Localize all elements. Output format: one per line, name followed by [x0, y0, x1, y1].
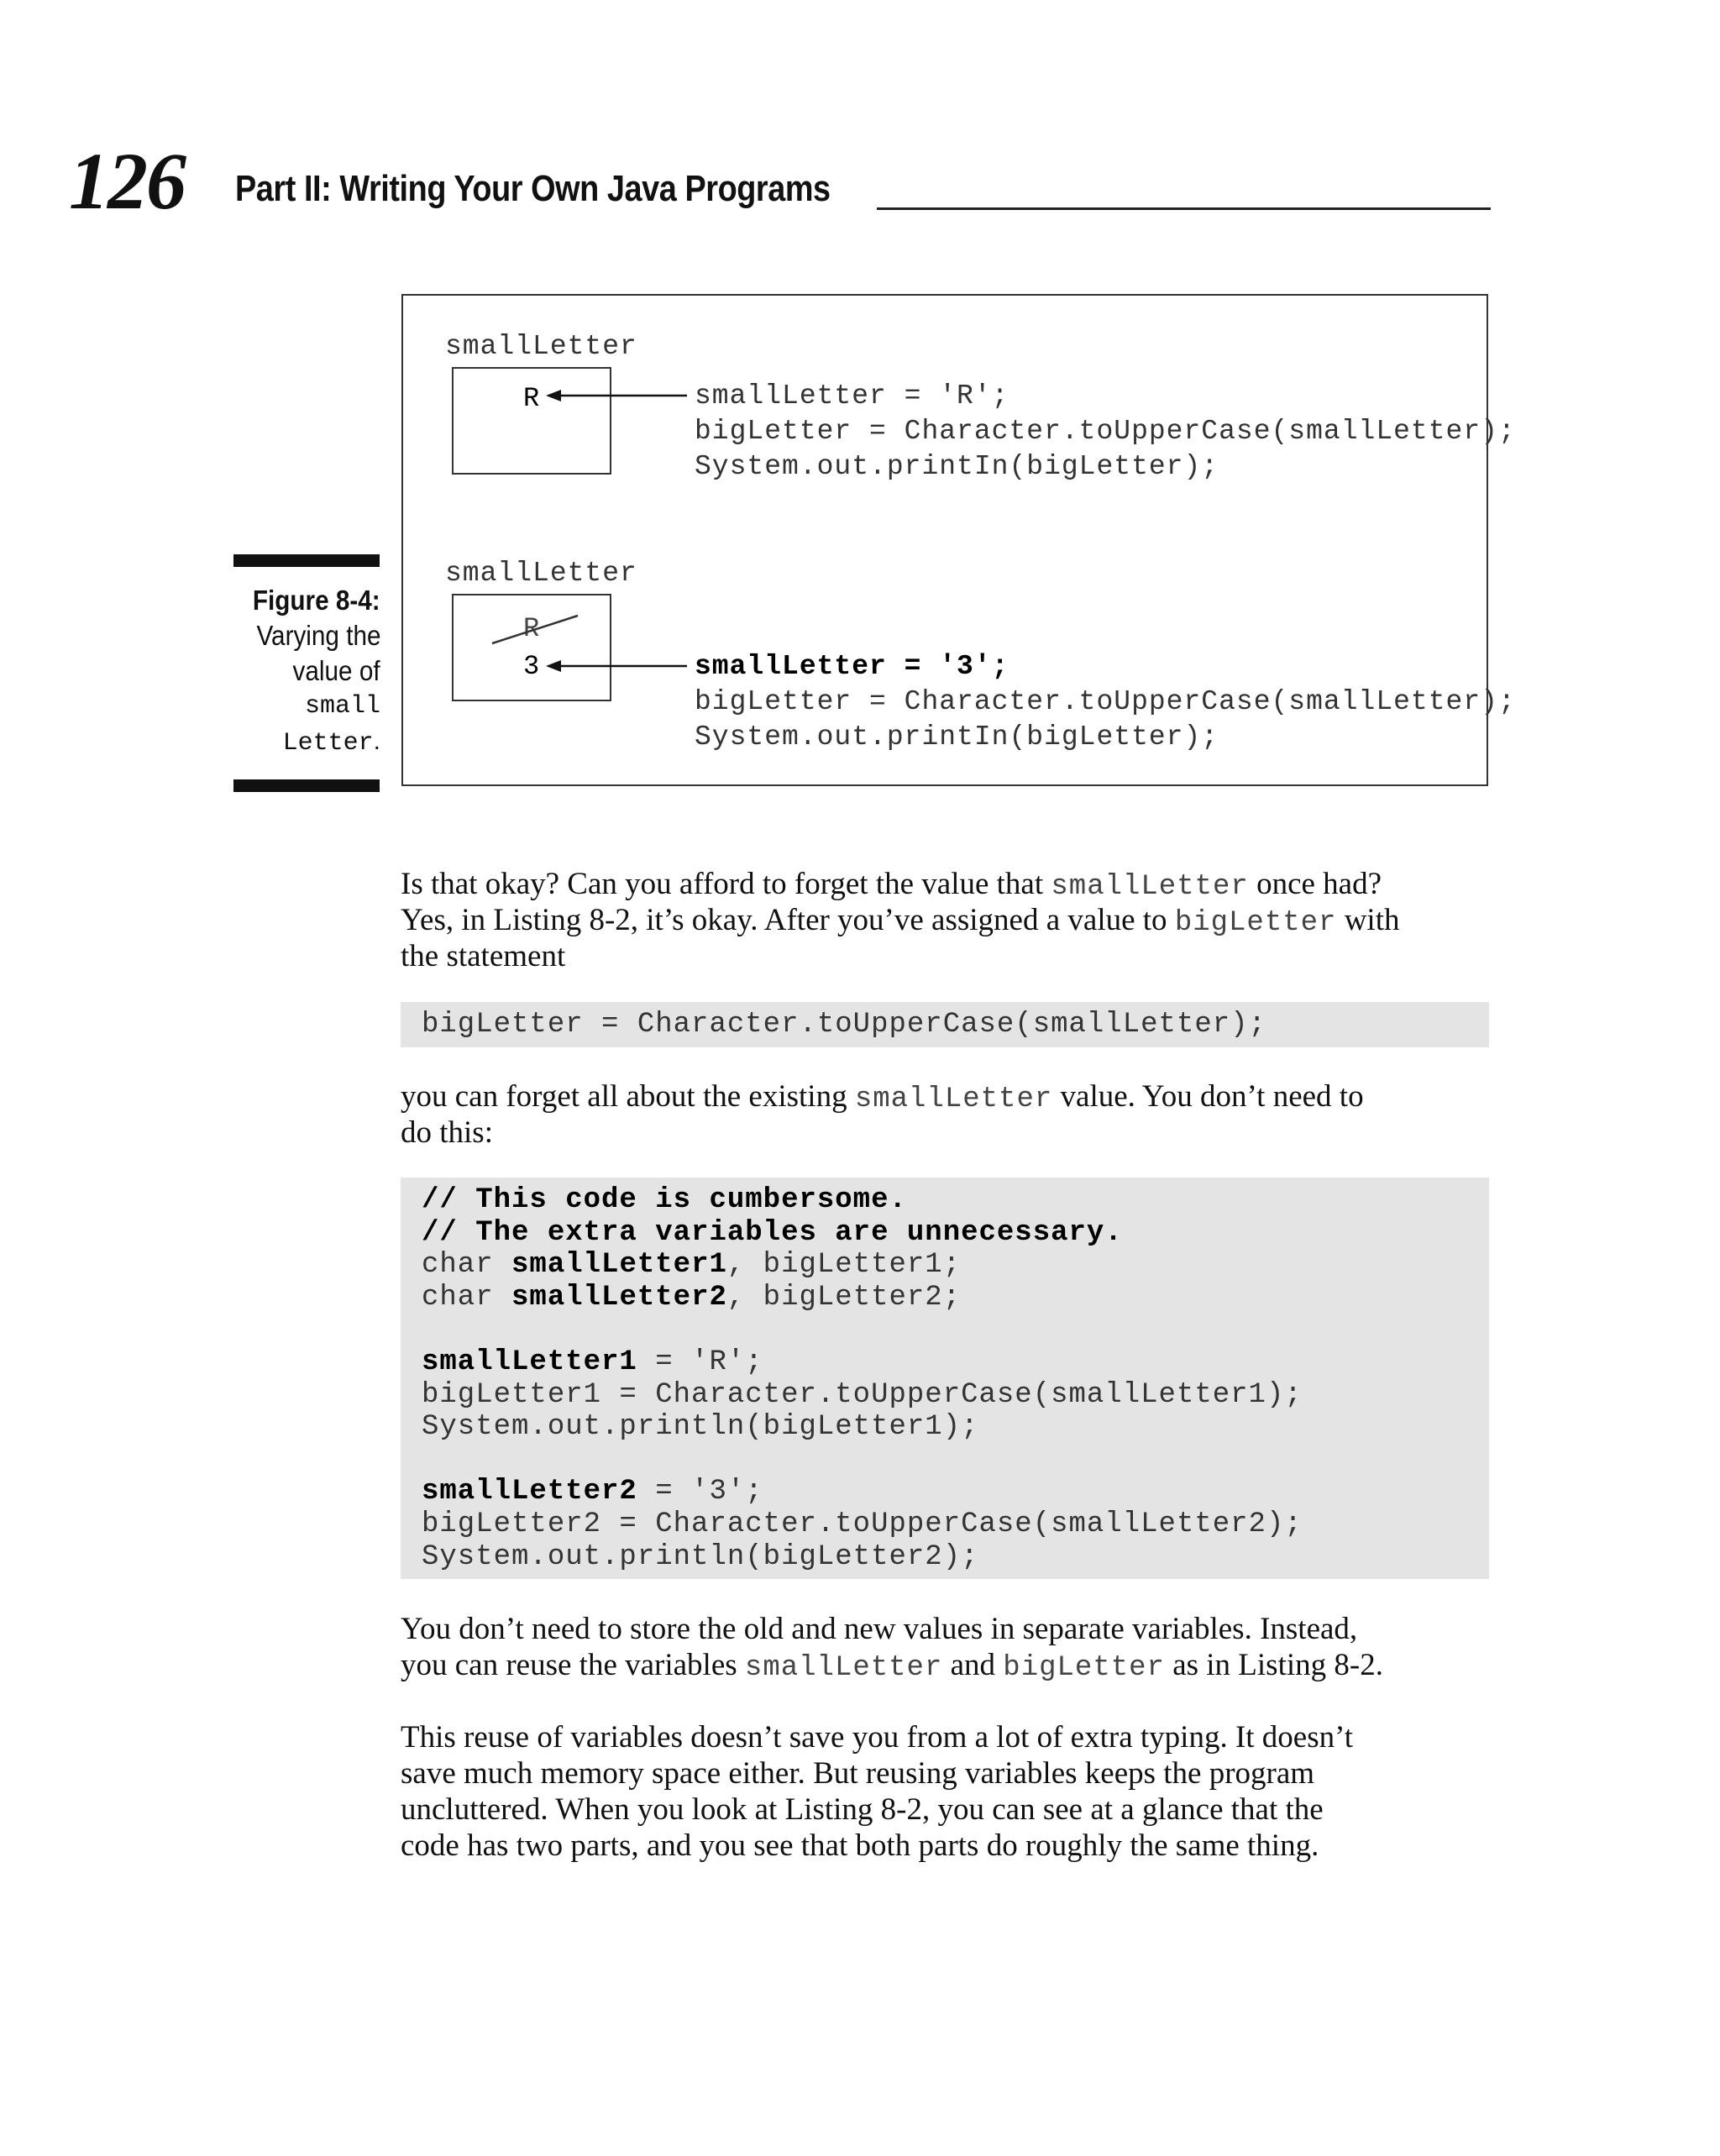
- panel2-box-value: 3: [523, 651, 540, 682]
- panel2-var-name: smallLetter: [445, 558, 637, 589]
- code-keyword: char: [422, 1281, 512, 1314]
- paragraph-4-line: uncluttered. When you look at Listing 8-2, you can see at a glance that the: [401, 1792, 1324, 1827]
- code-line: bigLetter2 = Character.toUpperCase(smallLetter2);: [422, 1508, 1303, 1540]
- panel1-box-value: R: [523, 383, 540, 414]
- panel1-code-line: smallLetter = 'R';: [695, 380, 1009, 412]
- code-keyword: char: [422, 1249, 512, 1282]
- panel1-code-line: System.out.printIn(bigLetter);: [695, 451, 1219, 482]
- code-line: System.out.println(bigLetter1);: [422, 1411, 979, 1444]
- code-listing: [422, 1184, 1303, 1573]
- text-run: and: [942, 1648, 1004, 1682]
- code-text: = 'R';: [637, 1346, 763, 1378]
- paragraph-3-line: [401, 1647, 1383, 1687]
- paragraph-1-line: the statement: [401, 939, 566, 973]
- code-text: , bigLetter2;: [726, 1281, 962, 1314]
- text-run: value. You don’t need to: [1052, 1079, 1364, 1114]
- code-line: [422, 1184, 1303, 1217]
- paragraph-4-line: code has two parts, and you see that both parts do roughly the same thing.: [401, 1828, 1319, 1863]
- code-blank-line: [422, 1444, 1303, 1477]
- figure-label: Figure 8-4:: [253, 585, 380, 616]
- panel2-code-line: bigLetter = Character.toUpperCase(smallLetter);: [695, 686, 1516, 717]
- panel1-arrow: [546, 390, 687, 401]
- panel2-old-value: R: [523, 613, 540, 644]
- code-line: bigLetter = Character.toUpperCase(smallLetter);: [422, 1009, 1266, 1041]
- code-identifier: smallLetter1: [422, 1346, 637, 1378]
- inline-code: smallLetter: [854, 1083, 1053, 1115]
- code-text: = '3';: [637, 1476, 763, 1508]
- strike-through-line: [492, 613, 578, 644]
- inline-code: smallLetter: [744, 1652, 943, 1684]
- page-number: 126: [69, 136, 185, 226]
- panel1-var-name: smallLetter: [445, 331, 637, 362]
- inline-code: smallLetter: [1051, 871, 1249, 903]
- code-line: [422, 1346, 1303, 1379]
- text-run: once had?: [1248, 867, 1382, 901]
- caption-line: Varying the: [255, 620, 380, 651]
- caption-period: .: [373, 727, 380, 755]
- inline-code: bigLetter: [1174, 907, 1337, 939]
- caption-code: Letter: [282, 729, 374, 758]
- text-run: you can reuse the variables: [401, 1648, 745, 1682]
- running-head: Part II: Writing Your Own Java Programs: [235, 168, 831, 209]
- code-line: [422, 1249, 1303, 1282]
- code-identifier: smallLetter2: [422, 1476, 637, 1508]
- code-line: bigLetter1 = Character.toUpperCase(smallLetter1);: [422, 1378, 1303, 1411]
- code-comment: // This code is cumbersome.: [422, 1184, 907, 1216]
- paragraph-4-line: save much memory space either. But reusing variables keeps the program: [401, 1756, 1315, 1791]
- panel2-code-line: System.out.printIn(bigLetter);: [695, 721, 1219, 753]
- code-comment: // The extra variables are unnecessary.: [422, 1216, 1123, 1249]
- inline-code: bigLetter: [1003, 1652, 1165, 1684]
- paragraph-1-line: [401, 866, 1382, 905]
- caption-line: value of: [292, 655, 380, 686]
- code-line: [422, 1476, 1303, 1508]
- panel2-arrow: [546, 660, 687, 672]
- text-run: with: [1336, 903, 1400, 937]
- text-run: you can forget all about the existing: [401, 1079, 855, 1114]
- text-run: as in Listing 8-2.: [1164, 1648, 1383, 1682]
- code-identifier: smallLetter1: [511, 1249, 727, 1282]
- paragraph-4-line: This reuse of variables doesn’t save you from a lot of extra typing. It doesn’t: [401, 1720, 1354, 1755]
- panel1-code-line: bigLetter = Character.toUpperCase(smallLetter);: [695, 416, 1516, 447]
- paragraph-1-line: [401, 902, 1399, 942]
- paragraph-3-line: You don’t need to store the old and new values in separate variables. Instead,: [401, 1612, 1358, 1646]
- panel2-code-line: smallLetter = '3';: [695, 651, 1009, 682]
- caption-code: small: [304, 692, 380, 721]
- code-identifier: smallLetter2: [511, 1281, 727, 1314]
- text-run: Yes, in Listing 8-2, it’s okay. After you’ve assigned a value to: [401, 903, 1175, 937]
- code-blank-line: [422, 1314, 1303, 1346]
- paragraph-2-line: [401, 1078, 1364, 1118]
- code-line: [422, 1282, 1303, 1314]
- code-line: [422, 1217, 1303, 1250]
- code-line: System.out.println(bigLetter2);: [422, 1540, 979, 1573]
- paragraph-2-line: do this:: [401, 1115, 493, 1150]
- code-text: , bigLetter1;: [726, 1249, 962, 1282]
- text-run: Is that okay? Can you afford to forget the value that: [401, 867, 1051, 901]
